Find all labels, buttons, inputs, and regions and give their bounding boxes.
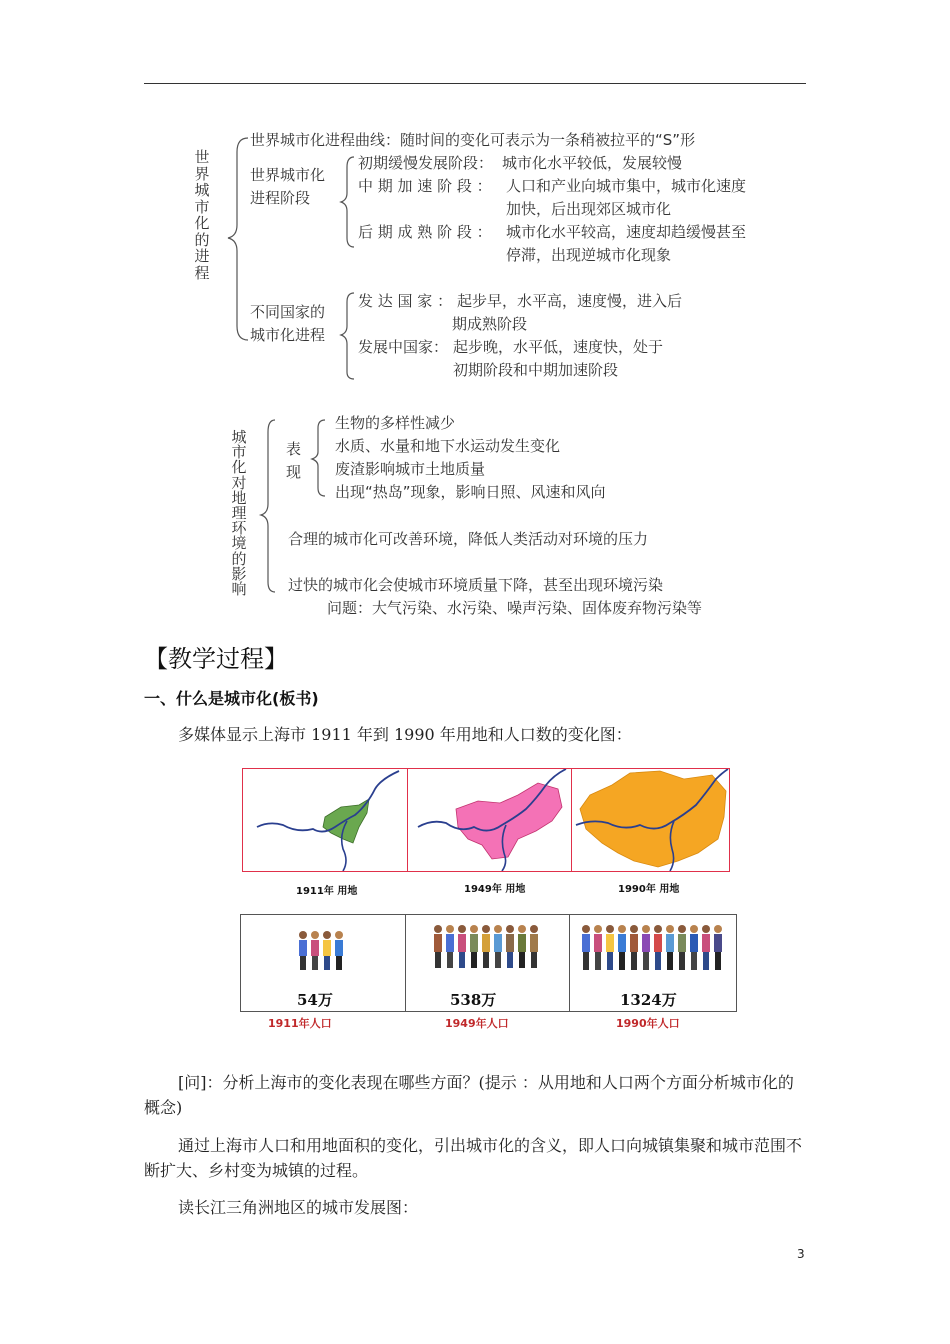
- stage-initial-desc: 城市化水平较低，发展较慢: [502, 154, 683, 172]
- land-map-1911-graphic: [243, 769, 407, 871]
- land-map-1990-graphic: [572, 769, 729, 871]
- land-caption-1949: 1949年 用地: [464, 884, 526, 895]
- stage-middle-name: 中 期 加 速 阶 段 ：: [358, 177, 492, 195]
- diagram2-root-label: 城市化对地理环境的影响: [231, 428, 247, 599]
- stage-late-desc-line1: 城市化水平较高，速度却趋缓慢甚至: [506, 223, 747, 241]
- developed-country-desc-line1: 起步早，水平高，速度慢，进入后: [457, 292, 683, 310]
- performance-waste: 废渣影响城市土地质量: [335, 460, 486, 478]
- performance-heat-island: 出现“热岛”现象，影响日照、风速和风向: [335, 483, 606, 501]
- performance-water: 水质、水量和地下水运动发生变化: [335, 437, 561, 455]
- intro-paragraph: 多媒体显示上海市 1911 年到 1990 年用地和人口数的变化图：: [178, 725, 632, 744]
- explanation-paragraph: 通过上海市人口和用地面积的变化，引出城市化的含义，即人口向城镇集聚和城市范围不断扩大、乡村变为城镇的过程。: [144, 1136, 803, 1180]
- land-caption-1911: 1911年 用地: [296, 886, 358, 897]
- stage-late-desc-line2: 停滞，出现逆城市化现象: [506, 246, 672, 264]
- developed-country-name: 发 达 国 家 ：: [358, 292, 453, 310]
- shanghai-figure: [238, 766, 738, 1032]
- diagram1-root-label: 世界城市化的进程: [194, 148, 210, 282]
- developed-country-desc-line2: 期成熟阶段: [452, 315, 528, 333]
- negative-impact: 过快的城市化会使城市环境质量下降，甚至出现环境污染: [288, 576, 664, 594]
- stage-label-line1: 世界城市化: [250, 166, 326, 184]
- population-panel-1911: [240, 914, 406, 1012]
- population-caption-1911: 1911年人口: [268, 1017, 332, 1030]
- positive-impact: 合理的城市化可改善环境，降低人类活动对环境的压力: [288, 530, 649, 548]
- population-caption-1990: 1990年人口: [616, 1017, 680, 1030]
- population-count-1949: 538万: [450, 991, 497, 1009]
- developing-country-desc-line1: 起步晚，水平低，速度快，处于: [453, 338, 664, 356]
- stage-label-line2: 进程阶段: [250, 189, 311, 207]
- land-caption-1990: 1990年 用地: [618, 884, 680, 895]
- population-count-1911: 54万: [297, 991, 333, 1009]
- country-label-line2: 城市化进程: [250, 326, 326, 344]
- stage-initial-name: 初期缓慢发展阶段：: [358, 154, 494, 172]
- header-rule: [144, 83, 806, 84]
- population-panel-1949: [405, 914, 570, 1012]
- country-label-line1: 不同国家的: [250, 303, 326, 321]
- subsection-title: 一、什么是城市化(板书): [144, 689, 319, 708]
- section-title: 【教学过程】: [144, 645, 288, 673]
- question-paragraph: [问]：分析上海市的变化表现在哪些方面？(提示 ：从用地和人口两个方面分析城市化的概念): [144, 1073, 794, 1117]
- population-count-1990: 1324万: [620, 991, 677, 1009]
- read-prompt-paragraph: 读长江三角洲地区的城市发展图：: [178, 1198, 419, 1217]
- page-number: 3: [797, 1247, 805, 1261]
- people-group-1990: [570, 915, 736, 985]
- land-map-1949: [407, 768, 572, 872]
- s-curve-text: 世界城市化进程曲线：随时间的变化可表示为一条稍被拉平的“S”形: [250, 131, 696, 149]
- developing-country-desc-line2: 初期阶段和中期加速阶段: [453, 361, 619, 379]
- performance-label-line1: 表: [286, 440, 302, 458]
- people-group-1911: [241, 915, 405, 985]
- land-map-1949-graphic: [408, 769, 571, 871]
- pollution-problems: 问题：大气污染、水污染、噪声污染、固体废弃物污染等: [327, 599, 703, 617]
- performance-label-line2: 现: [286, 463, 302, 481]
- stage-middle-desc-line2: 加快，后出现郊区城市化: [506, 200, 672, 218]
- stage-late-name: 后 期 成 熟 阶 段 ：: [358, 223, 492, 241]
- population-panel-1990: [569, 914, 737, 1012]
- population-caption-1949: 1949年人口: [445, 1017, 509, 1030]
- stage-middle-desc-line1: 人口和产业向城市集中，城市化速度: [506, 177, 747, 195]
- performance-biodiversity: 生物的多样性减少: [335, 414, 456, 432]
- developing-country-name: 发展中国家：: [358, 338, 449, 356]
- land-map-1990: [571, 768, 730, 872]
- land-map-1911: [242, 768, 408, 872]
- people-group-1949: [406, 915, 569, 985]
